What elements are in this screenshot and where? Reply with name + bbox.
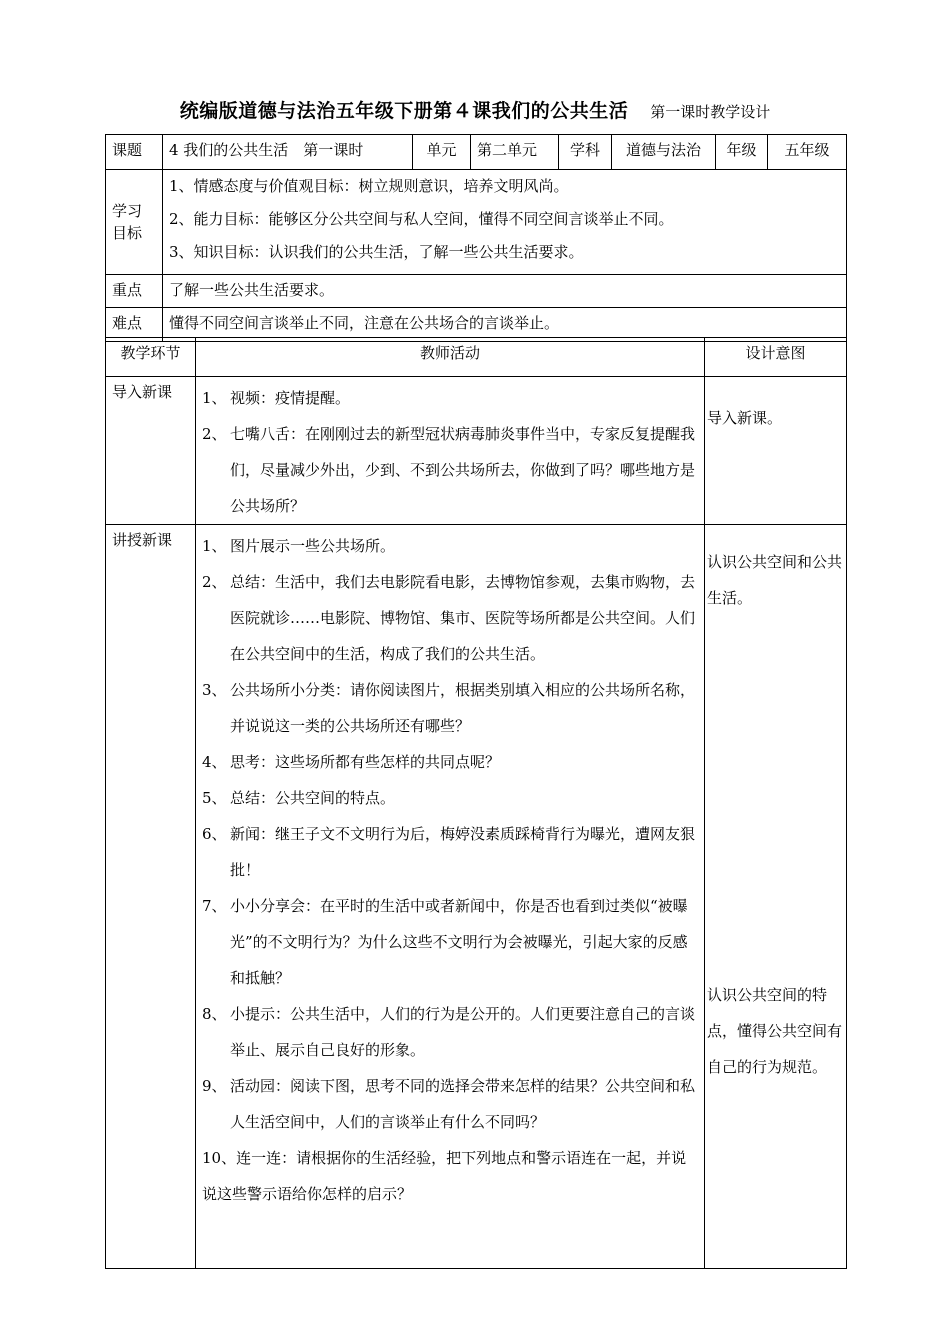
intro-activities	[196, 377, 705, 525]
teach-design	[705, 525, 847, 1269]
title-main: 统编版道德与法治五年级下册第４课我们的公共生活	[179, 100, 629, 122]
item-text: 总结：生活中，我们去电影院看电影，去博物馆参观，去集市购物，去医院就诊……电影院、博物馆、集市、医院等场所都是公共空间。人们在公共空间中的生活，构成了我们的公共生活。	[230, 573, 696, 663]
item-text: 七嘴八舌：在刚刚过去的新型冠状病毒肺炎事件当中，专家反复提醒我们，尽量减少外出，少到、不到公共场所去，你做到了吗？哪些地方是公共场所？	[230, 425, 696, 515]
list-item	[202, 888, 698, 996]
list-item	[202, 744, 698, 780]
header-teacher: 教师活动	[196, 338, 705, 377]
goal-knowledge: 3、知识目标：认识我们的公共生活，了解一些公共生活要求。	[169, 243, 584, 261]
item-number: 7、	[202, 897, 227, 915]
topic-label: 课题	[106, 135, 163, 170]
item-number: 6、	[202, 825, 227, 843]
list-item	[202, 1068, 698, 1140]
process-header-row	[106, 338, 847, 377]
key-point-row	[106, 275, 847, 308]
item-number: 5、	[202, 789, 227, 807]
teaching-process-table	[105, 337, 847, 1269]
list-item	[202, 996, 698, 1068]
unit-label: 单元	[413, 135, 471, 170]
item-number: 1、	[202, 389, 227, 407]
list-item	[202, 780, 698, 816]
info-row	[106, 135, 847, 170]
item-text: 小提示：公共生活中，人们的行为是公开的。人们更要注意自己的言谈举止、展示自己良好的形象。	[230, 1005, 696, 1059]
document-title	[0, 96, 950, 123]
item-text: 思考：这些场所都有些怎样的共同点呢？	[230, 753, 501, 771]
item-number: 1、	[202, 537, 227, 555]
item-number: 3、	[202, 681, 227, 699]
unit-value: 第二单元	[471, 135, 559, 170]
teach-row	[106, 525, 847, 1269]
item-text: 图片展示一些公共场所。	[230, 537, 396, 555]
item-text: 总结：公共空间的特点。	[230, 789, 396, 807]
goals-content	[163, 170, 847, 275]
item-number: 2、	[202, 573, 227, 591]
goals-label-line-1: 学习	[112, 202, 143, 220]
list-item	[202, 564, 698, 672]
item-number: 2、	[202, 425, 227, 443]
item-number: 9、	[202, 1077, 227, 1095]
item-number: 8、	[202, 1005, 227, 1023]
intro-design: 导入新课。	[705, 377, 847, 525]
header-stage: 教学环节	[106, 338, 196, 377]
item-text: 公共场所小分类：请你阅读图片，根据类别填入相应的公共场所名称，并说说这一类的公共场所还有哪些？	[230, 681, 696, 735]
intro-row	[106, 377, 847, 525]
item-text: 10、连一连：请根据你的生活经验，把下列地点和警示语连在一起，并说说这些警示语给你怎样的启示？	[202, 1149, 687, 1203]
subject-label: 学科	[559, 135, 612, 170]
grade-value: 五年级	[768, 135, 847, 170]
topic-value: 4 我们的公共生活 第一课时	[163, 135, 413, 170]
item-text: 新闻：继王子文不文明行为后，梅婷没素质踩椅背行为曝光，遭网友狠批！	[230, 825, 696, 879]
subject-value: 道德与法治	[612, 135, 716, 170]
list-item	[202, 528, 698, 564]
intro-stage: 导入新课	[106, 377, 196, 525]
difficulty-value: 懂得不同空间言谈举止不同，注意在公共场合的言谈举止。	[163, 308, 847, 342]
design-note-public-life: 认识公共空间和公共生活。	[707, 553, 843, 607]
goals-label	[106, 170, 163, 275]
teach-stage: 讲授新课	[106, 525, 196, 1269]
goal-emotion: 1、情感态度与价值观目标：树立规则意识，培养文明风尚。	[169, 177, 569, 195]
list-item	[202, 380, 698, 416]
header-design: 设计意图	[705, 338, 847, 377]
teach-activities	[196, 525, 705, 1269]
difficulty-label: 难点	[106, 308, 163, 342]
goals-row	[106, 170, 847, 275]
list-item	[202, 1140, 698, 1212]
list-item	[202, 816, 698, 888]
title-sub: 第一课时教学设计	[650, 103, 771, 121]
item-text: 活动园：阅读下图，思考不同的选择会带来怎样的结果？公共空间和私人生活空间中，人们的言谈举止有什么不同吗？	[230, 1077, 696, 1131]
list-item	[202, 416, 698, 524]
grade-label: 年级	[716, 135, 768, 170]
goal-ability: 2、能力目标：能够区分公共空间与私人空间，懂得不同空间言谈举止不同。	[169, 210, 674, 228]
list-item	[202, 672, 698, 744]
key-point-value: 了解一些公共生活要求。	[163, 275, 847, 308]
design-note-norms: 认识公共空间的特点，懂得公共空间有自己的行为规范。	[707, 986, 843, 1076]
design-spacer	[707, 616, 846, 977]
item-number: 4、	[202, 753, 227, 771]
item-text: 视频：疫情提醒。	[230, 389, 351, 407]
key-point-label: 重点	[106, 275, 163, 308]
course-info-table	[105, 134, 847, 342]
item-text: 小小分享会：在平时的生活中或者新闻中，你是否也看到过类似“被曝光”的不文明行为？为什么这些不文明行为会被曝光，引起大家的反感和抵触？	[230, 897, 688, 987]
goals-label-line-2: 目标	[112, 224, 143, 242]
